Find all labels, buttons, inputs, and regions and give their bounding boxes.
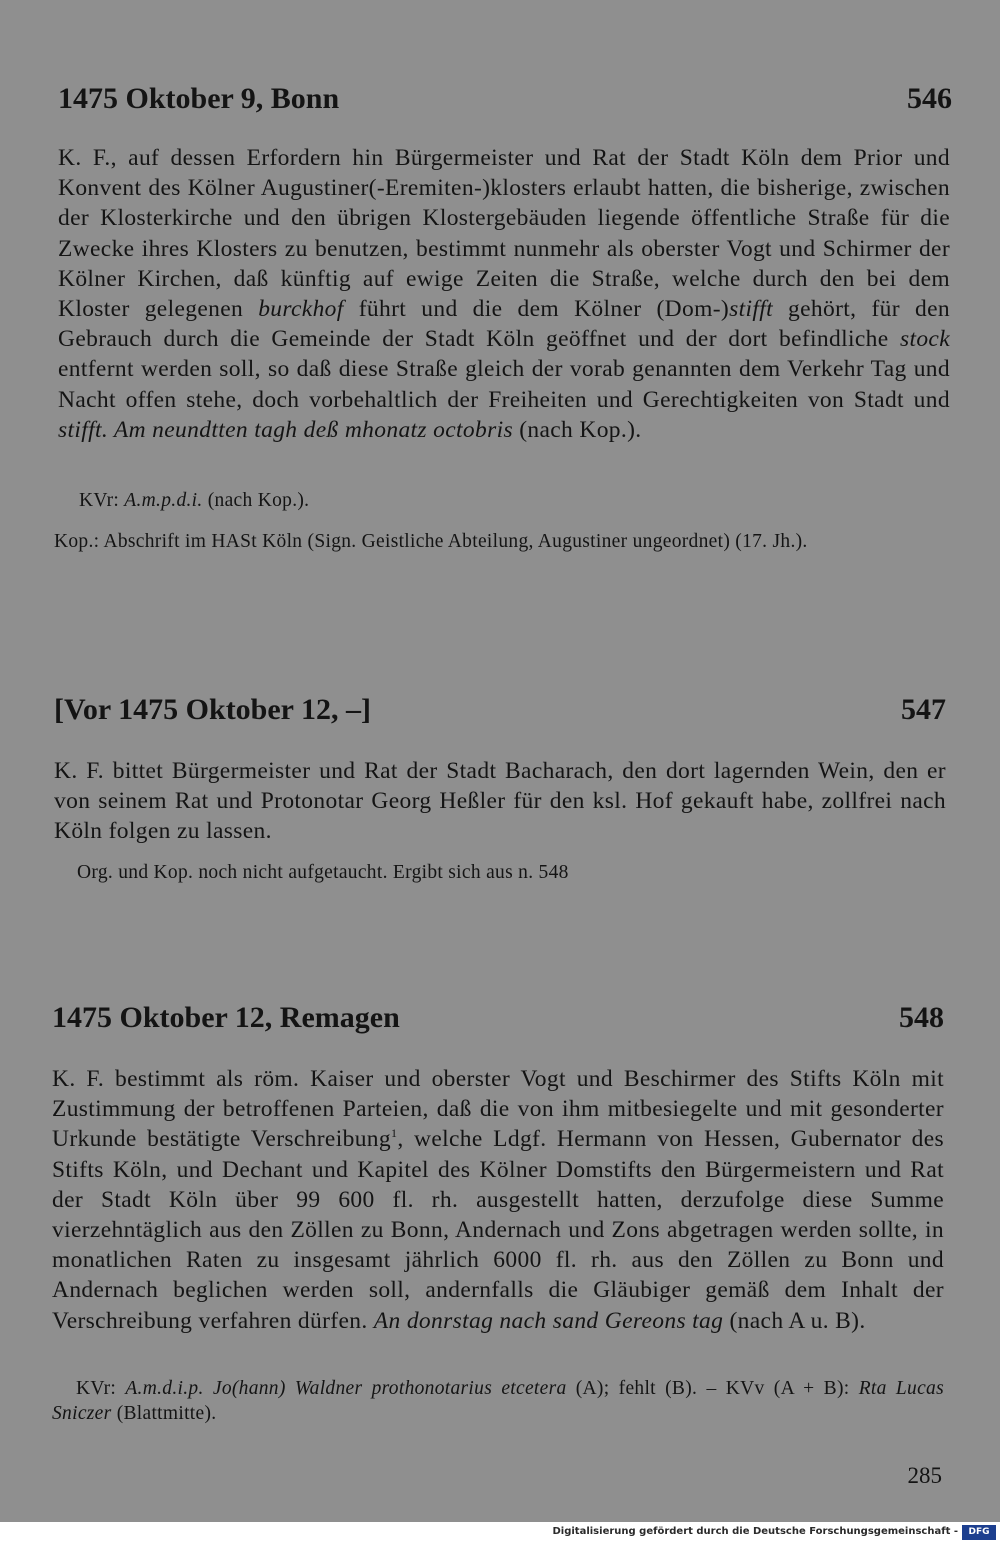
italic-quotation: stock <box>899 326 950 353</box>
italic-quotation: burckhof <box>258 296 344 323</box>
text-run: Kop.: Abschrift im HASt Köln (Sign. Geistliche Abteilung, Augustiner ungeordnet) (17. Jh.). <box>54 531 808 552</box>
italic-quotation: An donrstag nach sand Gereons tag <box>373 1307 724 1334</box>
text-run: gehört, für den Gebrauch durch die Gemeinde der Stadt Köln geöffnet und der dort befindliche <box>58 296 950 353</box>
italic-quotation: A.m.p.d.i. <box>124 490 203 511</box>
footer-credit: Digitalisierung gefördert durch die Deutsche Forschungsgemeinschaft - <box>552 1526 958 1537</box>
text-run: (Blattmitte). <box>111 1403 217 1424</box>
text-run: (A); fehlt (B). – KVv (A + B): <box>566 1378 859 1399</box>
entry-number: 547 <box>901 693 946 726</box>
text-run: (nach A u. B). <box>723 1307 866 1334</box>
entry-text <box>58 143 950 445</box>
text-run: KVr: <box>76 1378 126 1399</box>
text-run: (nach Kop.). <box>512 416 642 443</box>
entry-note-copy <box>54 529 950 554</box>
footnote-marker: 1 <box>391 1126 398 1141</box>
text-run: , welche Ldgf. Hermann von Hessen, Gubernator des Stifts Köln, und Dechant und Kapitel des Kölner Domstifts den Bürgermeistern und Rat der Stadt Köln über 99 600 fl. rh. ausgestellt hatten, derzufolge diese Summe vierzehntäglich aus den Zöllen zu Bonn, Andernach und Zons abgetragen werden sollte, in monatlichen Raten zu insgesamt jährlich 6000 fl. rh. aus den Zöllen zu Bonn und Andernach beglichen werden soll, andernfalls die Gläubiger gemäß dem Inhalt der Verschreibung verfahren dürfen. <box>52 1126 944 1334</box>
text-run: K. F., auf dessen Erfordern hin Bürgermeister und Rat der Stadt Köln dem Prior und Konvent des Kölner Augustiner(-Eremiten-)klosters erlaubt hatten, die bisherige, zwischen der Klosterkirche und den übrigen Klostergebäuden liegende öffentliche Straße für die Zwecke ihres Klosters zu benutzen, bestimmt nunmehr als oberster Vogt und Schirmer der Kölner Kirchen, daß künftig auf ewige Zeiten die Straße, welche durch den bei dem Kloster gelegenen <box>58 145 950 323</box>
entry-heading: 1475 Oktober 12, Remagen <box>52 1001 400 1034</box>
entry-heading: 1475 Oktober 9, Bonn <box>58 82 340 115</box>
entry-number: 548 <box>899 1001 944 1034</box>
entry-heading: [Vor 1475 Oktober 12, –] <box>54 693 371 726</box>
italic-quotation: stifft. Am neundtten tagh deß mhonatz octobris <box>58 416 513 443</box>
italic-quotation: stifft <box>729 296 773 323</box>
text-run: entfernt werden soll, so daß diese Straße gleich der vorab genannten dem Verkehr Tag und Nacht offen stehe, doch vorbehaltlich der Freiheiten und Gerechtigkeiten von Stadt und <box>58 356 950 413</box>
entry-text <box>52 1064 944 1336</box>
text-run: K. F. bittet Bürgermeister und Rat der Stadt Bacharach, den dort lagernden Wein, den er von seinem Rat und Protonotar Georg Heßler für den ksl. Hof gekauft habe, zollfrei nach Köln folgen zu lassen. <box>54 758 946 845</box>
entry-number: 546 <box>907 82 952 115</box>
text-run: Org. und Kop. noch nicht aufgetaucht. Ergibt sich aus n. 548 <box>77 862 569 883</box>
text-run: (nach Kop.). <box>202 490 310 511</box>
entry-note-source <box>77 860 946 885</box>
entry-note-kvr <box>79 488 950 513</box>
italic-quotation: A.m.d.i.p. Jo(hann) Waldner prothonotarius etcetera <box>125 1378 567 1399</box>
text-run: KVr: <box>79 490 125 511</box>
page-number: 285 <box>907 1463 942 1488</box>
dfg-logo-icon: DFG <box>962 1525 996 1540</box>
italic-quotation: Rta Lucas Sniczer <box>52 1378 944 1424</box>
entry-note-kvr <box>52 1376 944 1426</box>
text-run: K. F. bestimmt als röm. Kaiser und oberster Vogt und Beschirmer des Stifts Köln mit Zustimmung der betroffenen Parteien, daß die von ihm mitbesiegelte und mit gesonderter Urkunde bestätigte Verschreibung <box>52 1066 944 1153</box>
entry-text <box>54 756 946 847</box>
text-run: führt und die dem Kölner (Dom-) <box>343 296 730 323</box>
digitization-footer <box>0 1522 1000 1543</box>
